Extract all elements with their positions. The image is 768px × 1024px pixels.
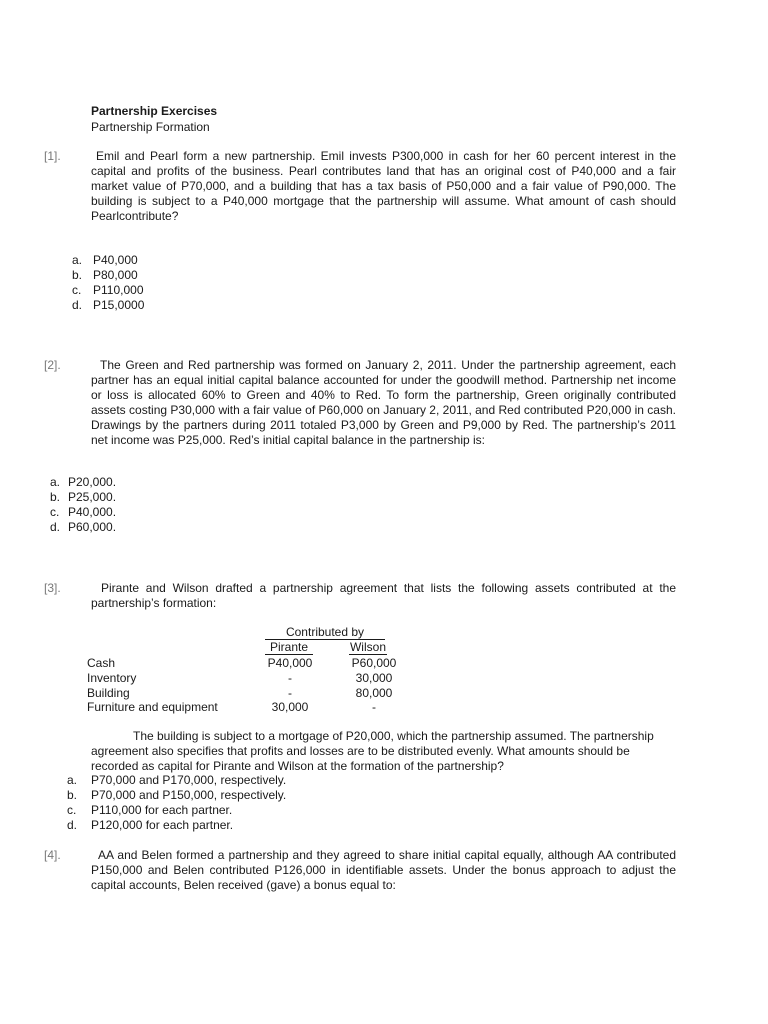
option-item — [72, 268, 144, 283]
question-4-number: [4]. — [44, 848, 61, 862]
option-text: P70,000 and P170,000, respectively. — [91, 773, 287, 787]
table-row-label: Building — [87, 686, 130, 700]
option-item — [50, 475, 116, 490]
question-1-options — [72, 253, 144, 313]
question-2-text: The Green and Red partnership was formed on January 2, 2011. Under the partnership agreement, each partner has an equal initial capital balance accounted for under the goodwill method. Partnership net income or loss is allocated 60% to Green and 40% to Red. To form the partnership, Green originally contributed assets costing P30,000 with a fair value of P60,000 on January 2, 2011, and Red contributed P20,000 in cash. Drawings by the partners during 2011 totaled P3,000 by Green and P9,000 by Red. The partnership’s 2011 net income was P25,000. Red’s initial capital balance in the partnership is: — [91, 358, 676, 447]
table-cell: P40,000 — [267, 656, 313, 670]
option-item — [50, 520, 116, 535]
option-item — [72, 283, 144, 298]
option-letter: d. — [67, 818, 78, 832]
question-1-text: Emil and Pearl form a new partnership. Emil invests P300,000 in cash for her 60 percent interest in the capital and profits of the business. Pearl contributes land that has an original cost of P40,000 and a fair market value of P70,000, and a building that has a tax basis of P50,000 and a fair value of P90,000. The building is subject to a P40,000 mortgage that the partnership will assume. What amount of cash should Pearlcontribute? — [91, 149, 676, 223]
table-cell: 80,000 — [355, 686, 393, 700]
table-cell: - — [288, 671, 292, 685]
option-letter: b. — [67, 788, 78, 802]
option-text: P110,000 — [93, 283, 144, 297]
option-letter: d. — [50, 520, 61, 534]
table-group-header: Contributed by — [265, 626, 385, 640]
option-letter: a. — [72, 253, 83, 267]
question-1-number: [1]. — [44, 149, 61, 163]
option-text: P80,000 — [93, 268, 138, 282]
table-cell: P60,000 — [351, 656, 397, 670]
option-item — [72, 298, 144, 313]
question-2-number: [2]. — [44, 358, 61, 372]
option-item — [67, 788, 286, 803]
option-text: P110,000 for each partner. — [91, 803, 233, 817]
table-column-header: Pirante — [265, 641, 313, 655]
option-text: P120,000 for each partner. — [91, 818, 234, 832]
option-letter: a. — [67, 773, 78, 787]
option-item — [67, 803, 286, 818]
option-text: P40,000. — [68, 505, 117, 519]
option-text: P15,0000 — [93, 298, 145, 312]
option-text: P40,000 — [93, 253, 138, 267]
question-2-options — [50, 475, 116, 535]
table-row-label: Cash — [87, 656, 116, 670]
question-3-text: Pirante and Wilson drafted a partnership agreement that lists the following assets contributed at the partnership’s formation: — [91, 581, 676, 610]
option-letter: b. — [50, 490, 61, 504]
option-letter: c. — [67, 803, 77, 817]
option-text: P25,000. — [68, 490, 117, 504]
table-cell: 30,000 — [355, 671, 393, 685]
table-cell: - — [288, 686, 292, 700]
option-text: P20,000. — [68, 475, 117, 489]
question-3-text-continued: The building is subject to a mortgage of P20,000, which the partnership assumed. The partnership agreement also specifies that profits and losses are to be distributed evenly. What amounts should be recorded as capital for Pirante and Wilson at the formation of the partnership? — [91, 729, 654, 773]
option-letter: c. — [72, 283, 82, 297]
option-item — [50, 505, 116, 520]
option-letter: a. — [50, 475, 61, 489]
table-column-header: Wilson — [349, 640, 386, 654]
option-text: P60,000. — [68, 520, 117, 534]
option-item — [67, 773, 286, 788]
option-letter: b. — [72, 268, 83, 282]
table-row-label: Furniture and equipment — [87, 700, 218, 714]
option-text: P70,000 and P150,000, respectively. — [91, 788, 287, 802]
question-3-options — [67, 773, 286, 833]
table-row-label: Inventory — [87, 671, 137, 685]
table-cell: 30,000 — [271, 700, 309, 714]
option-letter: c. — [50, 505, 60, 519]
option-letter: d. — [72, 298, 83, 312]
option-item — [67, 818, 286, 833]
question-3-number: [3]. — [44, 581, 61, 595]
option-item — [50, 490, 116, 505]
document-title: Partnership Exercises — [91, 104, 218, 118]
table-cell: - — [372, 700, 376, 714]
document-subtitle: Partnership Formation — [91, 120, 210, 134]
option-item — [72, 253, 144, 268]
question-4-text: AA and Belen formed a partnership and they agreed to share initial capital equally, although AA contributed P150,000 and Belen contributed P126,000 in identifiable assets. Under the bonus approach to adjust the capital accounts, Belen received (gave) a bonus equal to: — [91, 848, 676, 892]
